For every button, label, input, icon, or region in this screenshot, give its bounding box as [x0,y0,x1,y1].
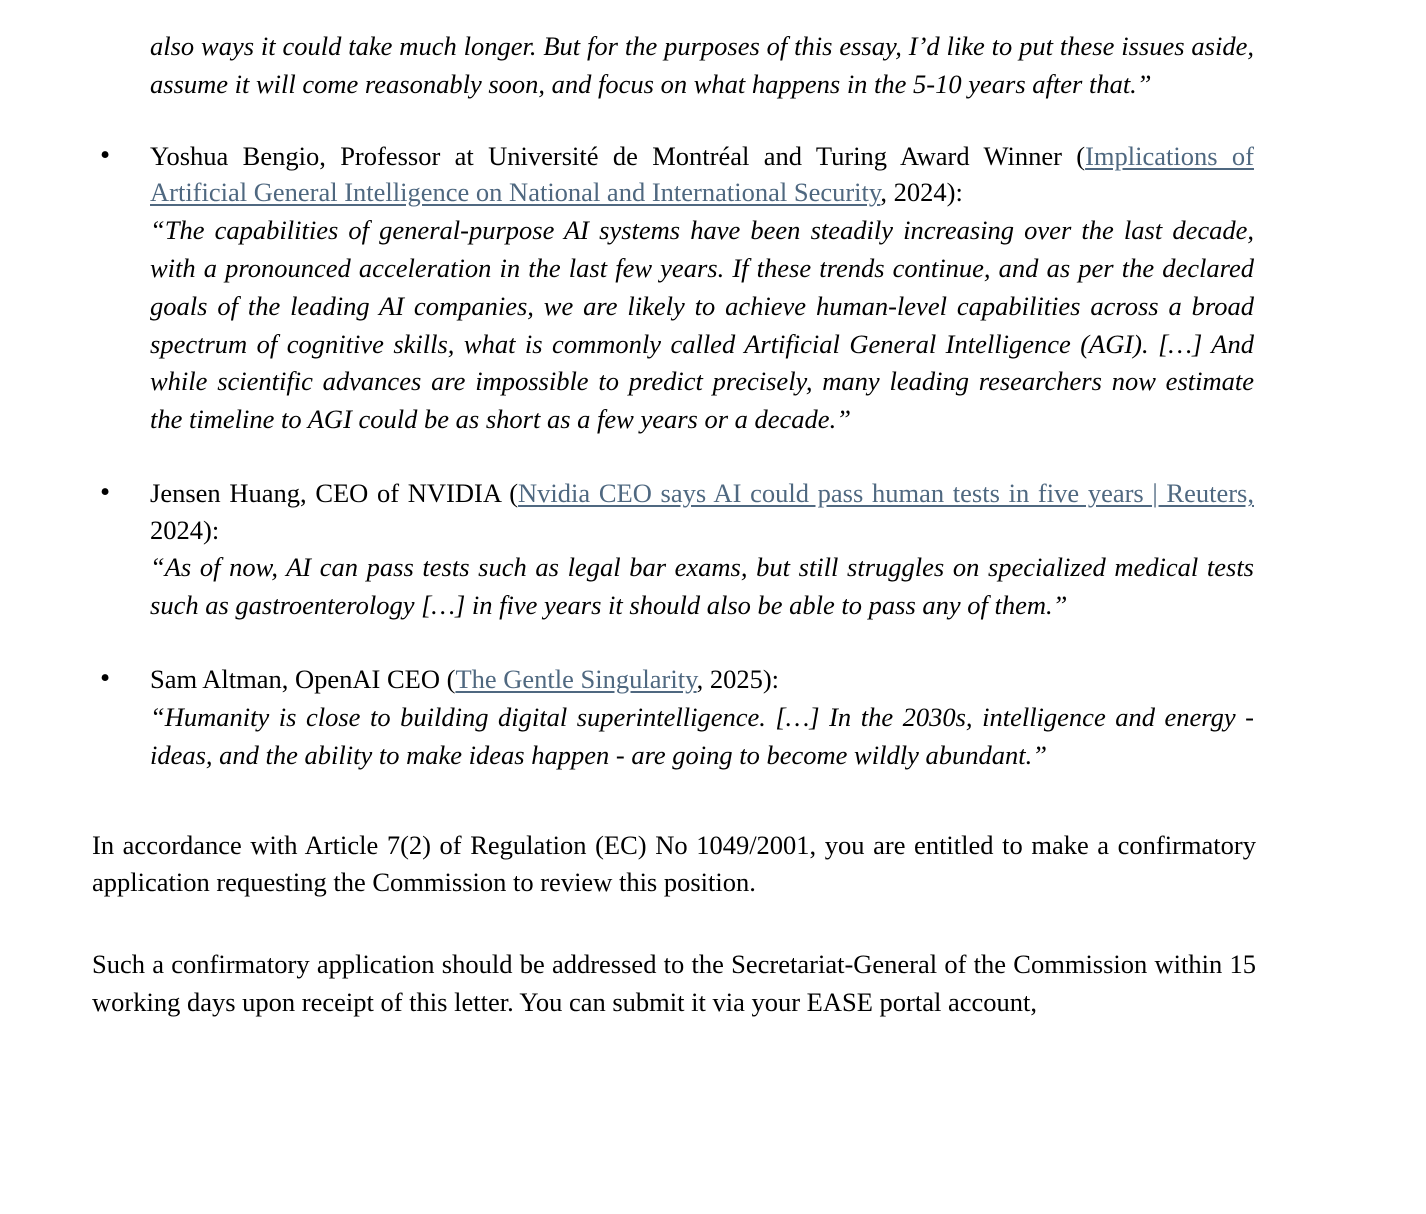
quote-bullet-list [92,138,1256,775]
attribution-text-before-link: Yoshua Bengio, Professor at Université de Montréal and Turing Award Winner ( [150,140,1086,171]
attribution-text-after-link: , 2024): [880,177,963,208]
list-item [92,138,1254,439]
closing-paragraph-2: Such a confirmatory application should be addressed to the Secretariat-General of the Commission within 15 working days upon receipt of this letter. You can submit it via your EASE portal account, [92,949,1256,1018]
quote-text: “Humanity is close to building digital superintelligence. […] In the 2030s, intelligence and energy - ideas, and the ability to make ideas happen - are going to become wildly abundant.” [150,701,1254,770]
quote-attribution [150,661,1254,698]
source-link-bengio[interactable]: Implications of Artificial General Intelligence on National and International Security [150,140,1254,208]
source-link-huang[interactable]: Nvidia CEO says AI could pass human tests in five years | Reuters, [518,478,1254,509]
quote-text: “As of now, AI can pass tests such as legal bar exams, but still struggles on specialized medical tests such as gastroenterology […] in five years it should also be able to pass any of them.” [150,552,1254,621]
list-item [92,475,1254,625]
quote-attribution [150,138,1254,211]
attribution-text-before-link: Sam Altman, OpenAI CEO ( [150,664,456,695]
continued-quote-paragraph: also ways it could take much longer. But for the purposes of this essay, I’d like to put these issues aside, assume it will come reasonably soon, and focus on what happens in the 5-10 years after that.” [150,31,1254,99]
quote-attribution [150,475,1254,548]
attribution-text-after-link: 2024): [150,514,220,545]
source-link-altman[interactable]: The Gentle Singularity [455,664,697,695]
attribution-text-before-link: Jensen Huang, CEO of NVIDIA ( [150,478,519,509]
list-item [92,661,1254,774]
closing-paragraph-1: In accordance with Article 7(2) of Regulation (EC) No 1049/2001, you are entitled to make a confirmatory application requesting the Commission to review this position. [92,829,1256,898]
quote-text: “The capabilities of general-purpose AI systems have been steadily increasing over the last decade, with a pronounced acceleration in the last few years. If these trends continue, and as per the declared goals of the leading AI companies, we are likely to achieve human-level capabilities across a broad spectrum of cognitive skills, what is commonly called Artificial General Intelligence (AGI). […] And while scientific advances are impossible to predict precisely, many leading researchers now estimate the timeline to AGI could be as short as a few years or a decade.” [150,214,1254,435]
attribution-text-after-link: , 2025): [696,664,780,695]
